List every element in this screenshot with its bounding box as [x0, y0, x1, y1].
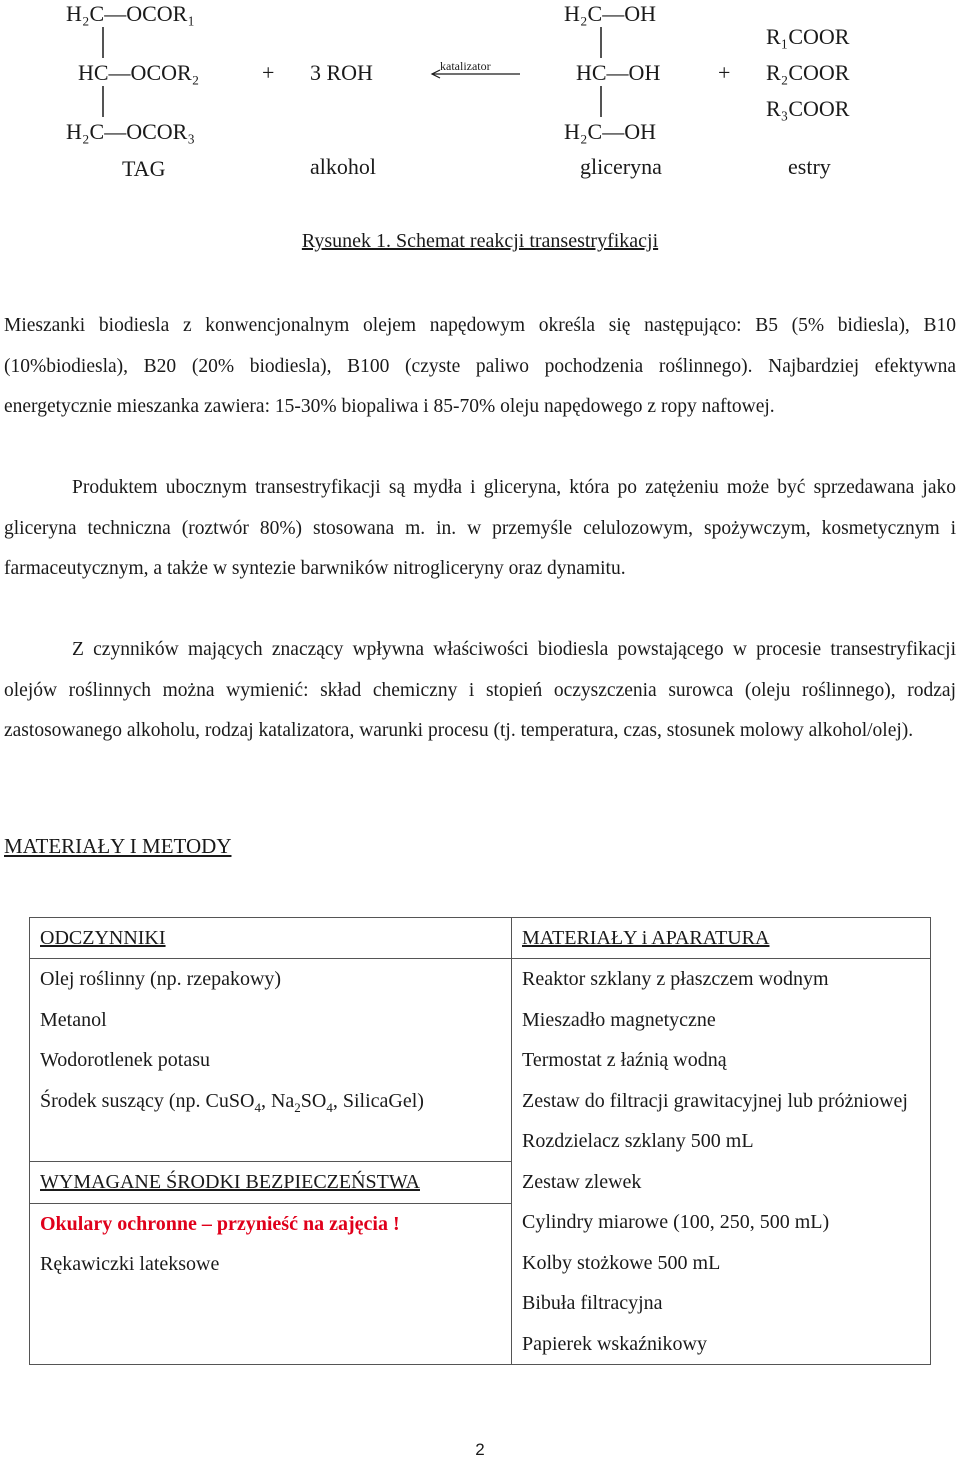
- reaction-scheme: [0, 0, 960, 200]
- equipment-cell: [512, 959, 931, 1365]
- subscript: 4: [326, 1099, 333, 1115]
- glycerol-structure: [564, 1, 662, 179]
- ester-label: estry: [788, 154, 831, 179]
- catalyst-label: katalizator: [440, 59, 491, 73]
- subscript: 2: [294, 1099, 301, 1115]
- drying-agent-mid: , Na: [260, 1089, 295, 1112]
- tag-structure: [66, 1, 199, 181]
- tag-row-2: HC—OCOR₂: [78, 60, 200, 85]
- reagent-item: Wodorotlenek potasu: [40, 1049, 211, 1071]
- safety-item: Rękawiczki lateksowe: [40, 1253, 220, 1275]
- table-body-row: [30, 959, 931, 1365]
- figure-caption: Rysunek 1. Schemat reakcji transestryfikacji: [301, 230, 659, 252]
- equipment-item: Mieszadło magnetyczne: [522, 1008, 716, 1031]
- section-heading: MATERIAŁY I METODY: [4, 834, 232, 858]
- glycerol-row-1: H₂C—OH: [564, 1, 657, 26]
- glycerol-label: gliceryna: [580, 154, 662, 179]
- glycerol-row-3: H₂C—OH: [564, 119, 657, 144]
- equipment-item: Bibuła filtracyjna: [522, 1292, 663, 1314]
- reagents-header: ODCZYNNIKI: [30, 918, 512, 959]
- alcohol-formula: 3 ROH: [310, 60, 373, 85]
- empty-line: [40, 1121, 501, 1161]
- equipment-item: Reaktor szklany z płaszczem wodnym: [522, 968, 829, 990]
- safety-header: WYMAGANE ŚRODKI BEZPIECZEŃSTWA: [30, 1161, 511, 1204]
- materials-table: [29, 917, 931, 1365]
- ester-row-3: R₃COOR: [766, 96, 850, 121]
- drying-agent-mid: SO: [300, 1089, 327, 1112]
- reagent-drying-agent: [40, 1081, 501, 1122]
- drying-agent-prefix: Środek suszący (np. CuSO: [40, 1089, 255, 1112]
- equipment-item: Zestaw do filtracji grawitacyjnej lub próżniowej: [522, 1089, 908, 1112]
- tag-row-1: H₂C—OCOR₁: [66, 1, 196, 26]
- equipment-item: Rozdzielacz szklany 500 mL: [522, 1130, 754, 1152]
- equilibrium-arrow: [432, 59, 520, 78]
- paragraph-byproducts: Produktem ubocznym transestryfikacji są mydła i gliceryna, która po zatężeniu może być sprzedawana jako gliceryna techniczna (roztwór 80%) stosowana m. in. w przemyśle celulozowym, spożywczym, kosmetycznym i farmaceutycznym, a także w syntezie barwników nitrogliceryny oraz dynamitu.: [4, 477, 956, 579]
- plus-sign-1: +: [262, 60, 275, 85]
- safety-warning: Okulary ochronne – przynieść na zajęcia !: [40, 1212, 400, 1235]
- equipment-header: MATERIAŁY i APARATURA: [512, 918, 931, 959]
- equipment-item: Zestaw zlewek: [522, 1170, 642, 1193]
- equipment-item: Termostat z łaźnią wodną: [522, 1049, 727, 1071]
- tag-label: TAG: [122, 156, 166, 181]
- ester-row-1: R₁COOR: [766, 24, 850, 49]
- reagent-item: Metanol: [40, 1008, 107, 1031]
- subscript: 4: [254, 1099, 261, 1115]
- table-header-row: [30, 918, 931, 959]
- plus-sign-2: +: [718, 60, 731, 85]
- equipment-item: Kolby stożkowe 500 mL: [522, 1251, 721, 1274]
- reagents-cell: [30, 959, 512, 1365]
- paragraph-factors: Z czynników mających znaczący wpływna właściwości biodiesla powstającego w procesie transestryfikacji olejów roślinnych można wymienić: skład chemiczny i stopień oczyszczenia surowca (oleju roślinnego), rodzaj zastosowanego alkoholu, rodzaj katalizatora, warunki procesu (tj. temperatura, czas, stosunek molowy alkohol/olej).: [4, 639, 956, 741]
- page-number: 2: [475, 1440, 485, 1459]
- ester-structure: [766, 24, 850, 179]
- glycerol-row-2: HC—OH: [576, 60, 661, 85]
- alcohol-label: alkohol: [310, 154, 376, 179]
- tag-row-3: H₂C—OCOR₃: [66, 119, 196, 144]
- drying-agent-suffix: , SilicaGel): [332, 1089, 424, 1112]
- reagent-item: Olej roślinny (np. rzepakowy): [40, 968, 282, 990]
- ester-row-2: R₂COOR: [766, 60, 850, 85]
- equipment-item: Papierek wskaźnikowy: [522, 1332, 707, 1355]
- paragraph-blends: Mieszanki biodiesla z konwencjonalnym olejem napędowym określa się następująco: B5 (5% bidiesla), B10 (10%biodiesla), B20 (20% biodiesla), B100 (czyste paliwo pochodzenia roślinnego). Najbardziej efektywna energetycznie mieszanka zawiera: 15-30% biopaliwa i 85-70% oleju napędowego z ropy naftowej.: [4, 315, 956, 417]
- equipment-item: Cylindry miarowe (100, 250, 500 mL): [522, 1211, 830, 1233]
